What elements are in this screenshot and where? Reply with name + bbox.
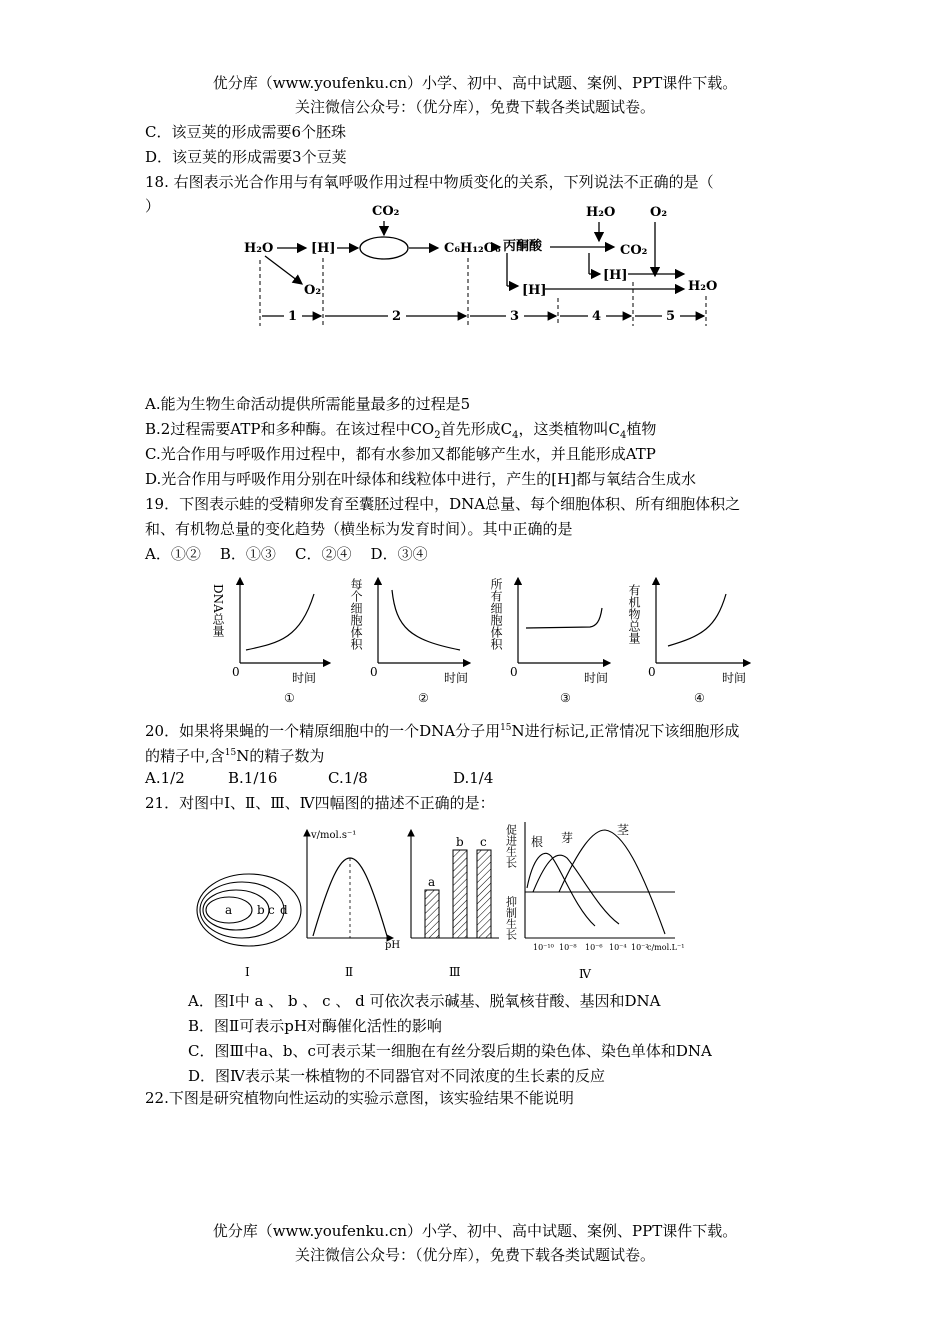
q20-option-b: B.1/16 [228, 769, 278, 787]
q21-fig4-tick-1: 10⁻¹⁰ [533, 943, 554, 952]
q21-fig4-num: Ⅳ [579, 967, 591, 981]
q19-graph-1-ylabel: DNA总量 [211, 584, 225, 637]
q21-fig1-label-d: d [280, 903, 288, 917]
footer-line-2: 关注微信公众号：（优分库），免费下载各类试题试卷。 [294, 1246, 655, 1264]
q18-option-b-sub3: 4 [619, 430, 627, 441]
q19-graph-4 [627, 578, 750, 705]
q19-graph-2-num: ② [418, 691, 429, 705]
q18-option-b-sub2: 4 [512, 430, 519, 441]
q18-stem-line2: ） [145, 197, 161, 215]
q19-graph-2-curve [392, 590, 460, 650]
q18-option-a: A.能为生物生命活动提供所需能量最多的过程是5 [145, 395, 471, 413]
q21-fig1-label-b: b [257, 903, 265, 917]
q18-option-b-part3: ，这类植物叫C [518, 420, 620, 438]
q20-stem-sup2: 15 [224, 748, 237, 758]
q21-fig4-tick-4: 10⁻⁴ [609, 943, 627, 952]
q18-h-label: [H] [311, 241, 336, 256]
q18-stage-1: 1 [288, 309, 298, 324]
q18-o2-left-label: O₂ [304, 283, 322, 298]
q21-fig1-label-a: a [225, 903, 233, 917]
q18-stage-5: 5 [666, 309, 676, 324]
q21-fig4-xunit: c/mol.L⁻¹ [647, 943, 685, 952]
q18-diagram [240, 198, 730, 334]
q21-fig3-bar-c [477, 850, 491, 938]
q21-option-a: A．图Ⅰ中 a 、 b 、 c 、 d 可依次表示碱基、脱氧核苷酸、基因和DNA [188, 992, 661, 1010]
q21-fig3-label-c: c [480, 835, 487, 849]
q18-h2o-right-label: H₂O [688, 279, 718, 294]
q18-glucose-label: C₆H₁₂O₆ [444, 241, 501, 256]
q18-option-d: D.光合作用与呼吸作用分别在叶绿体和线粒体中进行，产生的[H]都与氧结合生成水 [145, 470, 697, 488]
q18-stage-2: 2 [392, 309, 402, 324]
q21-fig3-label-a: a [428, 875, 436, 889]
q21-fig4-inhibit: 抑制生长 [504, 896, 518, 940]
q20-stem-line2-a: 的精子中,含 [145, 747, 225, 765]
q18-pyruvate-label: 丙酮酸 [503, 239, 543, 254]
q21-option-b: B．图Ⅱ可表示pH对酶催化活性的影响 [188, 1017, 442, 1035]
q21-fig1-label-c: c [268, 903, 275, 917]
q21-fig4-tick-5: 10⁻² [631, 943, 649, 952]
q18-h2o-top-label: H₂O [586, 205, 616, 220]
q19-graphs [210, 568, 770, 708]
q20-stem-line2-b: N的精子数为 [236, 747, 325, 765]
q21-fig2-num: Ⅱ [345, 965, 354, 979]
q21-fig-2 [307, 830, 393, 938]
q19-graph-1-num: ① [284, 691, 295, 705]
q21-fig4-bud: 芽 [561, 831, 574, 845]
q18-option-b-part2: 首先形成C [440, 420, 513, 438]
header-line-2: 关注微信公众号：（优分库），免费下载各类试题试卷。 [294, 98, 655, 116]
q19-options: A．①② B．①③ C．②④ D．③④ [145, 545, 428, 563]
q21-figures [195, 818, 695, 986]
q18-o2-top-label: O₂ [650, 205, 668, 220]
q18-stem-line1: 18. 右图表示光合作用与有氧呼吸作用过程中物质变化的关系，下列说法不正确的是（ [145, 173, 714, 191]
q19-graph-4-origin: 0 [648, 665, 656, 679]
q17-option-d: D．该豆荚的形成需要3个豆荚 [145, 148, 347, 166]
q19-graph-3-origin: 0 [510, 665, 518, 679]
q20-stem-line1-a: 20．如果将果蝇的一个精原细胞中的一个DNA分子用 [145, 722, 501, 740]
q19-graph-3-curve [526, 608, 602, 628]
q21-fig3-bar-b [453, 850, 467, 938]
q18-option-b-part1: B.2过程需要ATP和多种酶。在该过程中CO [145, 420, 435, 438]
q18-co2-top-label: CO₂ [372, 204, 400, 219]
q18-option-b [145, 419, 656, 446]
q21-fig4-stem: 茎 [617, 823, 630, 837]
q19-graph-4-xlabel: 时间 [722, 671, 747, 685]
q21-option-c: C．图Ⅲ中a、b、c可表示某一细胞在有丝分裂后期的染色体、染色单体和DNA [188, 1042, 712, 1060]
q21-fig3-label-b: b [456, 835, 464, 849]
q20-stem-line2 [145, 743, 324, 766]
footer-line-1: 优分库（www.youfenku.cn）小学、初中、高中试题、案例、PPT课件下载。 [212, 1222, 738, 1240]
q19-graph-2-ylabel: 每个细胞体积 [349, 578, 363, 650]
q21-fig4-promote: 促进生长 [504, 824, 518, 868]
q20-option-a: A.1/2 [145, 769, 185, 787]
q18-stage-3: 3 [510, 309, 520, 324]
q18-option-b-part4: 植物 [626, 420, 657, 438]
q19-stem-line2: 和、有机物总量的变化趋势（横坐标为发育时间）。其中正确的是 [145, 520, 573, 538]
q19-stem-line1: 19．下图表示蛙的受精卵发育至囊胚过程中，DNA总量、每个细胞体积、所有细胞体积之 [145, 495, 741, 513]
q19-graph-3-ylabel: 所有细胞体积 [489, 578, 503, 650]
q21-fig2-xlabel: pH [385, 940, 401, 951]
q22-stem: 22.下图是研究植物向性运动的实验示意图，该实验结果不能说明 [145, 1089, 574, 1107]
q19-graph-1-curve [246, 594, 314, 650]
q19-graph-1-xlabel: 时间 [292, 671, 317, 685]
q21-option-d: D．图Ⅳ表示某一株植物的不同器官对不同浓度的生长素的反应 [188, 1067, 606, 1085]
q21-fig3-num: Ⅲ [449, 965, 461, 979]
q19-graph-3 [489, 578, 610, 705]
q20-stem-line1 [145, 718, 739, 741]
header-line-1: 优分库（www.youfenku.cn）小学、初中、高中试题、案例、PPT课件下载。 [212, 74, 738, 92]
q18-h-mid-label: [H] [603, 268, 628, 283]
q19-graph-4-curve [668, 594, 726, 646]
q21-fig4-root: 根 [531, 835, 544, 849]
q18-option-c: C.光合作用与呼吸作用过程中，都有水参加又都能够产生水，并且能形成ATP [145, 445, 656, 463]
q21-fig2-ylabel: v/mol.s⁻¹ [311, 830, 357, 841]
q21-fig3-bar-a [425, 890, 439, 938]
q18-h2o-label: H₂O [244, 241, 274, 256]
q18-stage-4: 4 [592, 309, 602, 324]
q21-fig-4 [525, 822, 675, 938]
q19-graph-3-num: ③ [560, 691, 571, 705]
q20-option-c: C.1/8 [328, 769, 368, 787]
q20-option-d: D.1/4 [453, 769, 494, 787]
q21-fig1-num: Ⅰ [245, 965, 250, 979]
q19-graph-4-ylabel: 有机物总量 [627, 584, 641, 644]
q19-graph-3-xlabel: 时间 [584, 671, 609, 685]
q21-fig4-tick-3: 10⁻⁶ [585, 943, 603, 952]
q20-stem-line1-b: N进行标记,正常情况下该细胞形成 [511, 722, 740, 740]
q18-h-low-label: [H] [522, 283, 547, 298]
q19-graph-1-origin: 0 [232, 665, 240, 679]
q19-graph-4-num: ④ [694, 691, 705, 705]
q21-stem: 21．对图中Ⅰ、Ⅱ、Ⅲ、Ⅳ四幅图的描述不正确的是： [145, 794, 495, 812]
q19-graph-2-origin: 0 [370, 665, 378, 679]
q19-graph-2 [349, 577, 470, 705]
q17-option-c: C．该豆荚的形成需要6个胚珠 [145, 123, 347, 141]
q19-graph-2-xlabel: 时间 [444, 671, 469, 685]
q18-option-b-sub1: 2 [434, 430, 441, 441]
q19-graph-1 [211, 578, 330, 705]
q18-co2-right-label: CO₂ [620, 243, 648, 258]
q20-stem-sup: 15 [500, 723, 512, 733]
q21-fig4-tick-2: 10⁻⁸ [559, 943, 577, 952]
